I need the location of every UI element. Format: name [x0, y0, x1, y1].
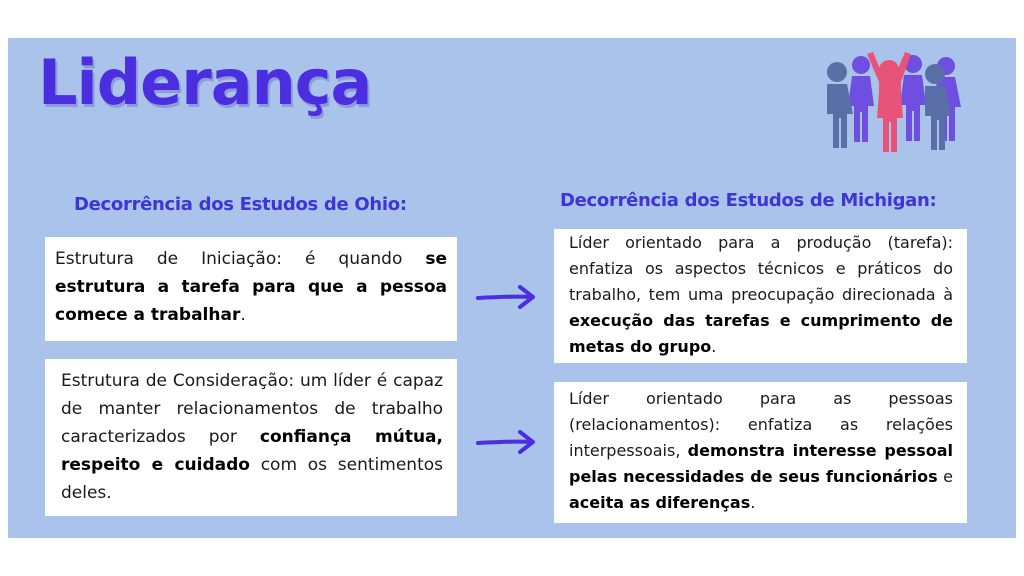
card-bold-text: se estrutura a tarefa para que a pessoa comece a trabalhar [55, 249, 447, 325]
card-text: . [750, 493, 756, 512]
arrow-right-icon [476, 284, 538, 310]
card-text: e [937, 467, 953, 486]
card-bold-text: confiança mútua, respeito e cuidado [61, 427, 443, 475]
michigan-heading: Decorrência dos Estudos de Michigan: [560, 190, 937, 211]
card-bold-text: demonstra interesse pessoal pelas necessidades de seus funcionários [569, 441, 954, 486]
arrow-right-icon [476, 429, 538, 455]
card-text: Líder orientado para as pessoas (relacionamentos): enfatiza as relações interpessoais, [569, 389, 953, 460]
card-bold-text: aceita as diferenças [569, 493, 751, 512]
michigan-people-card [554, 382, 967, 523]
card-text: Estrutura de Iniciação: é quando [55, 249, 426, 269]
card-text: Estrutura de Consideração: um líder é capaz de manter relacionamentos de trabalho caracterizados por [61, 371, 443, 447]
slide-background [8, 38, 1016, 538]
card-text: com os sentimentos deles. [61, 455, 443, 503]
ohio-consideration-card [45, 359, 457, 516]
card-text: Líder orientado para a produção (tarefa): enfatiza os aspectos técnicos e práticos do trabalho, tem uma preocupação direcionada à [569, 233, 953, 304]
ohio-initiation-card [45, 237, 457, 341]
card-text: . [711, 337, 717, 356]
michigan-production-card [554, 229, 967, 363]
card-text: . [240, 305, 246, 325]
people-group-icon [813, 52, 973, 152]
ohio-heading: Decorrência dos Estudos de Ohio: [74, 194, 407, 215]
page-title: Liderança [38, 46, 372, 119]
card-bold-text: execução das tarefas e cumprimento de metas do grupo [569, 311, 953, 356]
